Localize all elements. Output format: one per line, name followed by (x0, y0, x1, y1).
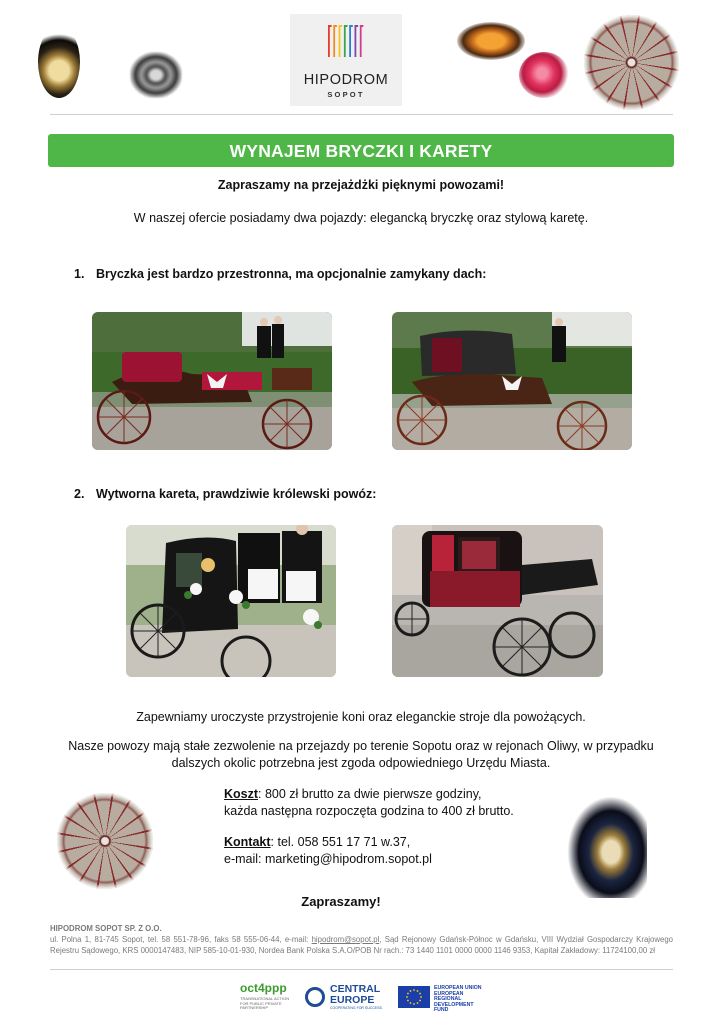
logo-bar-cap (349, 25, 353, 27)
legal-email-link[interactable]: hipodrom@sopot.pl (311, 935, 380, 944)
harness-ring-photo (130, 52, 182, 98)
hipodrom-logo (290, 14, 402, 106)
eu-star (413, 989, 415, 991)
logo-bar-cap (333, 25, 337, 27)
header-divider (50, 114, 673, 115)
decoration-paragraph: Zapewniamy uroczyste przystrojenie koni oraz eleganckie stroje dla powożących. (136, 710, 586, 724)
logo-bar (328, 27, 330, 57)
red-lamp-photo (519, 52, 569, 98)
blue-lantern-photo (567, 796, 647, 898)
footer-legal-text (50, 935, 673, 956)
legal-address: ul. Polna 1, 81-745 Sopot, tel. 58 551-78-96, faks 58 555-06-44, e-mail: (50, 935, 312, 944)
logo-bar (349, 27, 351, 57)
logo-bar (344, 27, 346, 57)
eu-line-1: EUROPEAN UNION (434, 985, 482, 991)
eu-star (417, 990, 419, 992)
oct4ppp-logo (240, 981, 296, 1011)
eu-star (410, 990, 412, 992)
logo-bar (333, 27, 335, 57)
logo-subtitle: SOPOT (327, 90, 365, 99)
cost-line-2: każda następna rozpoczęta godzina to 400 zł brutto. (224, 803, 514, 818)
cost-line-1: : 800 zł brutto za dwie pierwsze godziny, (258, 787, 482, 801)
section-number: 1. (74, 267, 85, 281)
cost-label: Koszt (224, 787, 259, 801)
britzka-closed-roof-photo (392, 312, 632, 450)
eu-erdf-logo (398, 985, 482, 1014)
logo-bar-cap (339, 25, 343, 27)
contact-phone: : tel. 058 551 17 71 w.37, (270, 835, 411, 849)
central-europe-logo (305, 984, 383, 1012)
section-title: Bryczka jest bardzo przestronna, ma opcjonalnie zamykany dach: (96, 267, 487, 281)
carriage-wheel-photo (584, 15, 679, 110)
royal-carriage-photo (392, 525, 603, 677)
closing-invitation: Zapraszamy! (301, 894, 381, 909)
central-europe-line-1: CENTRAL (330, 983, 381, 995)
britzka-open-photo (92, 312, 332, 450)
legal-registration: , Sąd Rejonowy Gdańsk-Północ w Gdańsku, VIII Wydział Gospodarczy Krajowego Rejestru Sądowego, KRS 0000147483, NIP 585-10-01-930, Nordea Bank Polska S.A.O/POB Nr rach.: 73 1440 1101 0000 0000 1146 9353, Kapitał Zakładowy: 11724100,00 zł (50, 935, 673, 955)
permit-paragraph: Nasze powozy mają stałe zezwolenie na przejazdy po terenie Sopotu oraz w rejonach Oliwy, w przypadku dalszych okolic potrzebna jest zgoda odpowiedniego Urzędu Miasta. (68, 739, 654, 770)
section-number: 2. (74, 487, 85, 501)
logo-bar-cap (360, 25, 364, 27)
eu-star (407, 1000, 409, 1002)
eu-star (410, 1002, 412, 1004)
central-europe-ring-icon (305, 987, 325, 1007)
eu-star (407, 993, 409, 995)
eu-star (420, 996, 422, 998)
eu-flag-icon (398, 986, 430, 1008)
eu-line-3: DEVELOPMENT FUND (434, 1001, 474, 1014)
footer-company-name: HIPODROM SOPOT SP. Z O.O. (50, 924, 162, 933)
logo-bar-cap (355, 25, 359, 27)
eu-line-2: EUROPEAN REGIONAL (434, 990, 464, 1003)
eu-stars-icon (405, 988, 423, 1006)
eu-star (406, 996, 408, 998)
contact-label: Kontakt (224, 835, 271, 849)
central-europe-line-2: EUROPE (330, 993, 375, 1006)
cost-block (224, 786, 514, 819)
contact-email[interactable]: e-mail: marketing@hipodrom.sopot.pl (224, 851, 432, 866)
logo-bars-icon (326, 23, 366, 59)
page-title-banner: WYNAJEM BRYCZKI I KARETY (48, 134, 674, 167)
logo-bar (355, 27, 357, 57)
intro-offer: W naszej ofercie posiadamy dwa pojazdy: elegancką bryczkę oraz stylową karetę. (133, 211, 589, 225)
footer-divider (50, 969, 673, 970)
section-heading-carriage (74, 487, 376, 501)
logo-bar (339, 27, 341, 57)
eu-star (419, 993, 421, 995)
section-heading-britzka (74, 267, 486, 281)
logo-bar-cap (344, 25, 348, 27)
logo-bar (360, 27, 362, 57)
central-europe-tagline: COOPERATING FOR SUCCESS. (330, 1006, 383, 1010)
eu-star (419, 1000, 421, 1002)
carriage-wheel-photo-bottom (57, 793, 153, 889)
carriage-lantern-photo (38, 26, 80, 98)
oct4ppp-wordmark: oct4ppp (240, 981, 287, 995)
intro-headline: Zapraszamy na przejażdżki pięknymi powozami! (217, 178, 505, 192)
carriage-wedding-photo (126, 525, 336, 677)
amber-lamp-photo (457, 22, 525, 60)
logo-bar-cap (328, 25, 332, 27)
logo-name: HIPODROM (303, 72, 389, 88)
eu-star (413, 1003, 415, 1005)
contact-block (224, 834, 432, 867)
eu-star (417, 1002, 419, 1004)
section-title: Wytworna kareta, prawdziwie królewski powóz: (96, 487, 377, 501)
oct4ppp-subtitle: TRANSNATIONAL ACTION FOR PUBLIC PRIVATE PARTNERSHIP (240, 996, 290, 1010)
